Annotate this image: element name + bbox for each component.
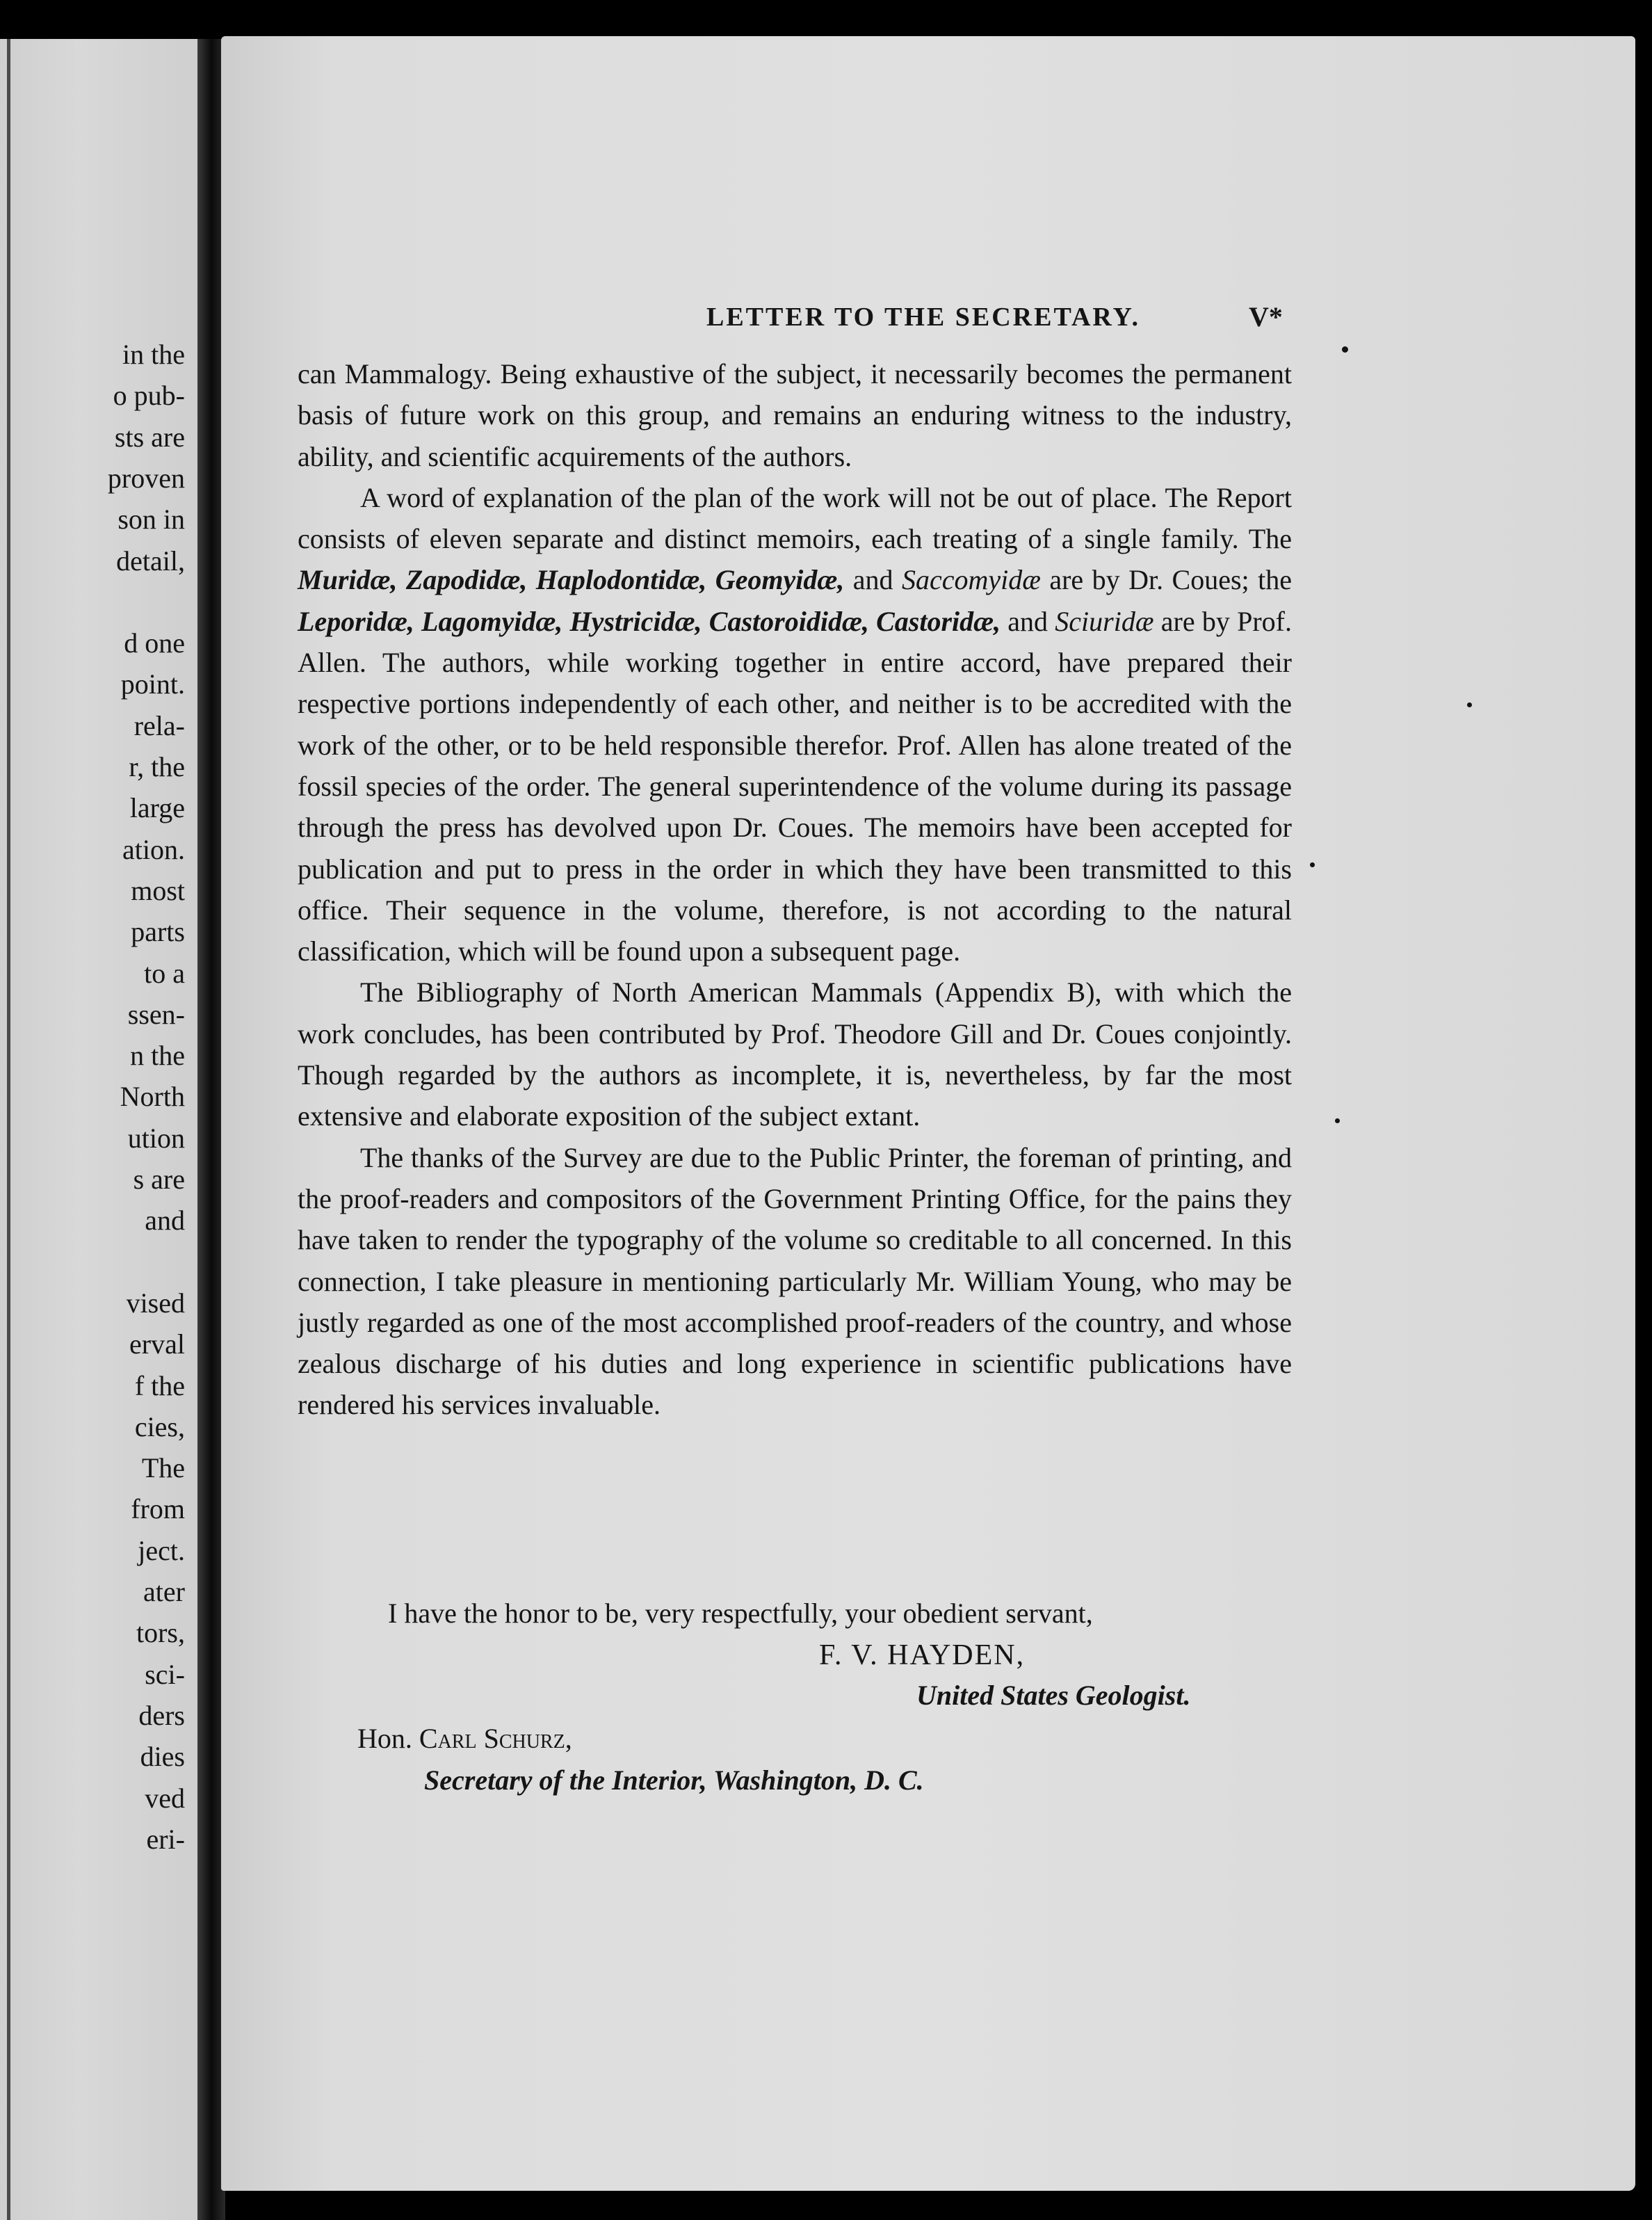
left-page-line-fragment: r, the bbox=[129, 751, 185, 782]
signature-name: F. V. HAYDEN, bbox=[819, 1639, 1026, 1671]
page-number: V* bbox=[1249, 301, 1283, 332]
paragraph-2-text-c: are by Dr. Coues; the bbox=[1040, 564, 1292, 596]
paragraph-2-text-a: A word of explanation of the plan of the work will not be out of place. The Report consists of eleven separate and distinct memoirs, each treating of a single family. The bbox=[298, 481, 1292, 555]
ink-speck bbox=[1310, 862, 1315, 867]
left-page-line-fragment: dies bbox=[140, 1741, 185, 1773]
left-page-line-fragment: n the bbox=[130, 1040, 185, 1072]
addressee bbox=[357, 1722, 572, 1755]
left-facing-page bbox=[0, 39, 197, 2220]
left-page-line-fragment: sts are bbox=[114, 421, 185, 453]
complimentary-close: I have the honor to be, very respectfully, your obedient servant, bbox=[388, 1598, 1093, 1629]
paragraph-2-text-e: are by Prof. Allen. The authors, while working together in entire accord, have prepared their respective portions independently of each other, and neither is to be accredited with the work of the other, or to be held responsible therefor. Prof. Allen has alone treated of the fossil species of the order. The general superintendence of the volume during its passage through the press has devolved upon Dr. Coues. The memoirs have been accepted for publication and put to press in the order in which they have been transmitted to this office. Their sequence in the volume, therefore, is not according to the natural classification, which will be found upon a subsequent page. bbox=[298, 605, 1292, 967]
left-page-line-fragment: ater bbox=[143, 1576, 185, 1607]
left-page-line-fragment: eri- bbox=[146, 1823, 185, 1855]
addressee-prefix: Hon. bbox=[357, 1723, 419, 1754]
addressee-name: Carl Schurz, bbox=[419, 1723, 572, 1754]
paragraph-4: The thanks of the Survey are due to the Public Printer, the foreman of printing, and the proof-readers and compositors of the Government Printing Office, for the pains they have taken to render the typography of the volume so creditable to all concerned. In this connection, I take pleasure in mentioning particularly Mr. William Young, who may be justly regarded as one of the most accomplished proof-readers of the country, and whose zealous discharge of his duties and long experience in scientific publications have rendered his services invaluable. bbox=[298, 1141, 1292, 1421]
left-page-line-fragment: to a bbox=[144, 957, 185, 989]
left-page-text-fragments bbox=[25, 39, 185, 2220]
left-page-line-fragment: detail, bbox=[116, 545, 185, 577]
main-page bbox=[221, 36, 1635, 2191]
ink-speck bbox=[1467, 702, 1472, 707]
left-page-line-fragment: vised bbox=[126, 1287, 185, 1319]
left-page-line-fragment: point. bbox=[120, 668, 185, 700]
family-name-saccomyidae: Saccomyidæ bbox=[901, 564, 1041, 596]
family-name-sciuridae: Sciuridæ bbox=[1055, 605, 1154, 637]
left-page-line-fragment: large bbox=[129, 792, 185, 824]
left-page-line-fragment: proven bbox=[107, 462, 185, 494]
left-page-line-fragment: from bbox=[131, 1493, 185, 1525]
left-page-line-fragment: rela- bbox=[133, 709, 185, 741]
left-page-line-fragment: North bbox=[120, 1081, 185, 1113]
left-page-line-fragment: in the bbox=[122, 339, 185, 370]
left-page-line-fragment: s are bbox=[133, 1164, 185, 1195]
left-page-line-fragment: erval bbox=[129, 1328, 185, 1360]
paragraph-2 bbox=[298, 477, 1292, 972]
left-page-line-fragment: parts bbox=[131, 916, 185, 948]
running-head: LETTER TO THE SECRETARY. bbox=[706, 303, 1140, 332]
left-page-line-fragment: and bbox=[145, 1205, 185, 1237]
ink-speck bbox=[1342, 346, 1348, 353]
left-page-line-fragment: tors, bbox=[136, 1617, 185, 1649]
paragraph-3: The Bibliography of North American Mammals (Appendix B), with which the work concludes, has been contributed by Prof. Theodore Gill and Dr. Coues conjointly. Though regarded by the authors as incomplete, it is, nevertheless, by far the most extensive and elaborate exposition of the subject extant. bbox=[298, 976, 1292, 1132]
left-page-line-fragment: son in bbox=[118, 504, 185, 536]
left-page-line-fragment: d one bbox=[124, 627, 185, 659]
paragraph-2-text-b: and bbox=[844, 564, 902, 596]
family-names-coues: Muridæ, Zapodidæ, Haplodontidæ, Geomyidæ, bbox=[298, 564, 845, 596]
left-page-line-fragment: ation. bbox=[122, 833, 185, 865]
paragraph-2-text-d: and bbox=[1001, 605, 1055, 637]
left-page-line-fragment: ject. bbox=[138, 1534, 185, 1566]
left-page-line-fragment: ution bbox=[127, 1122, 185, 1154]
left-page-line-fragment: o pub- bbox=[113, 380, 185, 412]
signature-title: United States Geologist. bbox=[916, 1680, 1191, 1711]
body-text bbox=[298, 353, 1292, 1426]
page-edge-line bbox=[7, 39, 10, 2220]
left-page-line-fragment: most bbox=[131, 874, 185, 906]
ink-speck bbox=[1335, 1118, 1340, 1123]
left-page-line-fragment: ders bbox=[138, 1699, 185, 1731]
left-page-line-fragment: ssen- bbox=[127, 998, 185, 1030]
paragraph-1: can Mammalogy. Being exhaustive of the subject, it necessarily becomes the permanent basis of future work on this group, and remains an enduring witness to the industry, ability, and scientific acquirements of the authors. bbox=[298, 358, 1292, 472]
left-page-line-fragment: The bbox=[141, 1452, 185, 1484]
addressee-title: Secretary of the Interior, Washington, D. C. bbox=[424, 1764, 924, 1796]
left-page-line-fragment: cies, bbox=[134, 1410, 185, 1442]
family-names-allen: Leporidæ, Lagomyidæ, Hystricidæ, Castoroididæ, Castoridæ, bbox=[298, 605, 1001, 637]
left-page-line-fragment: ved bbox=[145, 1782, 185, 1814]
left-page-line-fragment: f the bbox=[134, 1369, 185, 1401]
left-page-line-fragment: sci- bbox=[145, 1658, 185, 1690]
